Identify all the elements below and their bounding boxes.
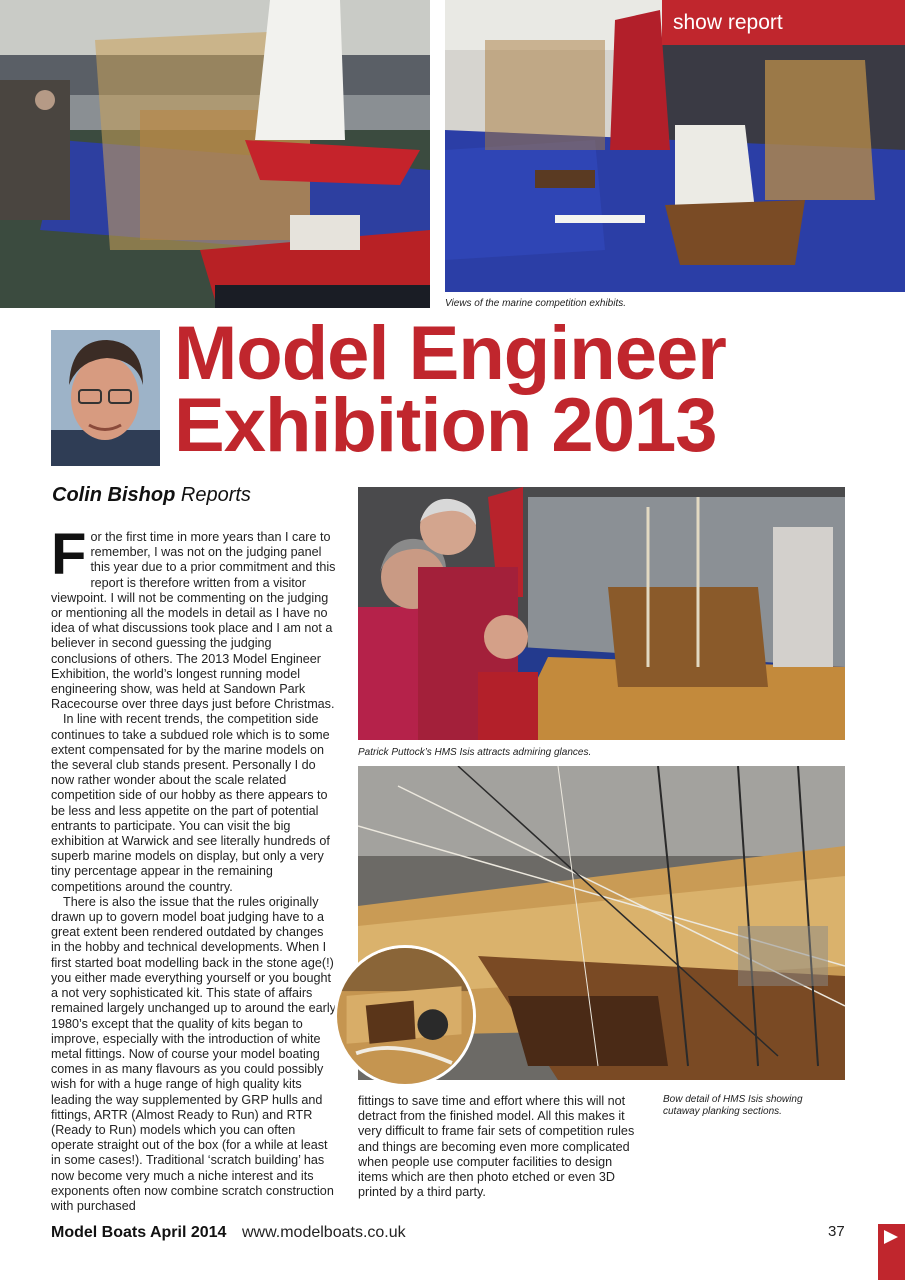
title-line-1: Model Engineer [174, 311, 726, 396]
paragraph-3: There is also the issue that the rules originally drawn up to govern model boat judging have to a great extent been rendered outdated by changes in the hobby and technical developments. When I first started boat modelling back in the stone age(!) you either made everything yourself or you bought a not very sophisticated kit. This state of affairs remained largely unchanged up to around the early 1980’s except that the quality of kits began to improve, especially with the introduction of white metal fittings. Now of course your model boating comes in as many flavours as you could possibly wish for with a huge range of high quality kits leading the way supplemented by GRP hulls and fittings, ARTR (Almost Ready to Run) and RTR (Ready to Run) models which you can often operate straight out of the box (for a while at least in some cases!). Traditional ‘scratch building’ has now become very much a niche interest and its exponents often now combine scratch construction with purchased [51, 894, 336, 1213]
title-line-2: Exhibition 2013 [174, 383, 717, 468]
body-column-right [358, 1094, 643, 1200]
paragraph-1: For the first time in more years than I care to remember, I was not on the judging panel this year due to a prior commitment and this report is therefore written from a visitor viewpoint. I will not be commenting on the judging or mentioning all the models in detail as I have no idea of what discussions took place and I am not a believer in second guessing the judging conclusions of others. The 2013 Model Engineer Exhibition, the world’s longest running model engineering show, was held at Sandown Park Racecourse over three days just before Christmas. [51, 522, 336, 712]
photo-inset-planking [334, 945, 476, 1087]
author-portrait [51, 330, 160, 466]
bow-photo-caption: Bow detail of HMS Isis showing cutaway planking sections. [663, 1094, 803, 1117]
photo-exhibition-hall [0, 0, 430, 308]
paragraph-2: In line with recent trends, the competition side continues to take a subdued role which is to some extent compensated for by the marine models on the several club stands present. Personally I do now rather wonder about the scale related competition side of our hobby as there appears to be less and less appetite on the part of potential entrants to participate. You can visit the big exhibition at Warwick and see literally hundreds of superb marine models on display, but only a very tiny percentage appear in the remaining competitions around the country. [51, 712, 330, 894]
footer-magazine-title: Model Boats April 2014 [51, 1224, 227, 1241]
author-name: Colin Bishop [52, 484, 176, 506]
page-number: 37 [828, 1223, 845, 1240]
body-column-left [51, 522, 336, 1214]
next-page-arrow-icon[interactable] [878, 1224, 905, 1280]
footer-url[interactable]: www.modelboats.co.uk [242, 1224, 406, 1241]
paragraph-4: fittings to save time and effort where this will not detract from the finished model. All this makes it very difficult to frame fair sets of competition rules and things are becoming even more complicated when people use computer facilities to design items which are then photo etched or even 3D printed by a third party. [358, 1094, 635, 1200]
isis-photo-caption: Patrick Puttock’s HMS Isis attracts admiring glances. [358, 747, 592, 758]
section-tag: show report [662, 0, 905, 45]
photo-hms-isis-visitors [358, 487, 845, 740]
top-photo-caption: Views of the marine competition exhibits. [445, 298, 627, 309]
byline-suffix: Reports [175, 484, 251, 506]
article-title [174, 311, 894, 468]
dropcap: F [51, 522, 87, 587]
byline [52, 484, 251, 507]
